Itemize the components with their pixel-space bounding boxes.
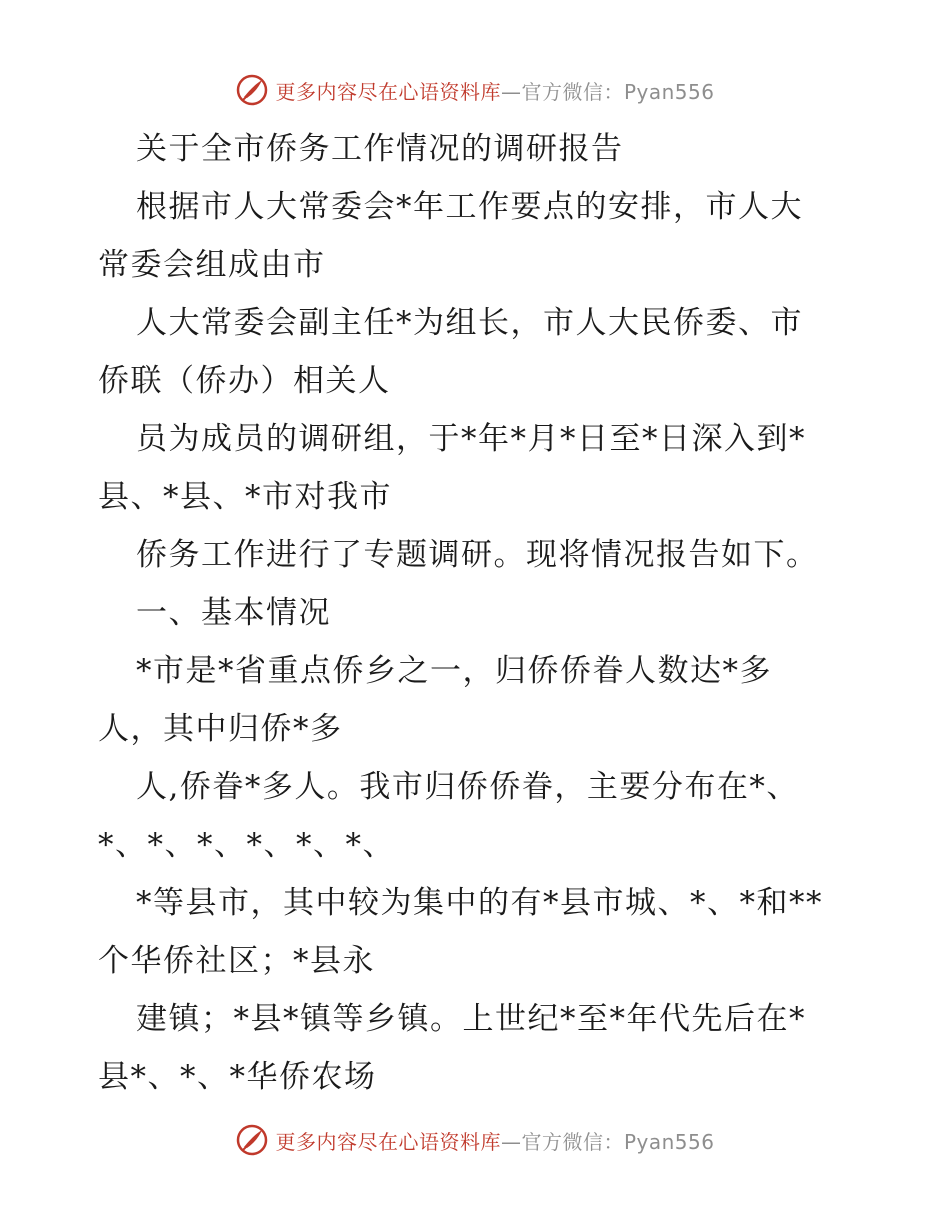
footer-watermark bbox=[0, 1120, 950, 1160]
feather-pen-logo-icon bbox=[235, 1123, 269, 1157]
paragraph-line: *市是*省重点侨乡之一，归侨侨眷人数达*多 bbox=[136, 653, 772, 689]
feather-pen-logo-icon bbox=[235, 73, 269, 107]
watermark-sub-text: —官方微信：Pyan556 bbox=[500, 79, 715, 104]
watermark-main-text: 更多内容尽在心语资料库 bbox=[275, 1129, 501, 1154]
document-title: 关于全市侨务工作情况的调研报告 bbox=[136, 131, 624, 167]
paragraph-line: 县*、*、*华侨农场 bbox=[98, 1059, 377, 1095]
watermark-text bbox=[275, 76, 714, 105]
paragraph-line: 常委会组成由市 bbox=[98, 247, 326, 283]
paragraph-line: 县、*县、*市对我市 bbox=[98, 479, 392, 515]
paragraph-line: *等县市，其中较为集中的有*县市城、*、*和** bbox=[136, 885, 823, 921]
watermark-text bbox=[275, 1126, 714, 1155]
paragraph-line: 侨联（侨办）相关人 bbox=[98, 363, 391, 399]
paragraph-line: 人,侨眷*多人。我市归侨侨眷，主要分布在*、 bbox=[136, 769, 799, 805]
paragraph-line: 根据市人大常委会*年工作要点的安排，市人大 bbox=[136, 189, 803, 225]
watermark-sub-text: —官方微信：Pyan556 bbox=[500, 1129, 715, 1154]
paragraph-line: 员为成员的调研组，于*年*月*日至*日深入到* bbox=[136, 421, 806, 457]
paragraph-line: *、*、*、*、*、*、 bbox=[98, 827, 395, 863]
paragraph-line: 个华侨社区；*县永 bbox=[98, 943, 375, 979]
paragraph-line: 建镇；*县*镇等乡镇。上世纪*至*年代先后在* bbox=[136, 1001, 806, 1037]
watermark-main-text: 更多内容尽在心语资料库 bbox=[275, 79, 501, 104]
document-body bbox=[98, 120, 858, 1106]
paragraph-line: 人大常委会副主任*为组长，市人大民侨委、市 bbox=[136, 305, 803, 341]
header-watermark bbox=[0, 70, 950, 110]
paragraph-line: 人，其中归侨*多 bbox=[98, 711, 343, 747]
paragraph-line: 侨务工作进行了专题调研。现将情况报告如下。 bbox=[136, 537, 819, 573]
section-heading: 一、基本情况 bbox=[136, 595, 331, 631]
